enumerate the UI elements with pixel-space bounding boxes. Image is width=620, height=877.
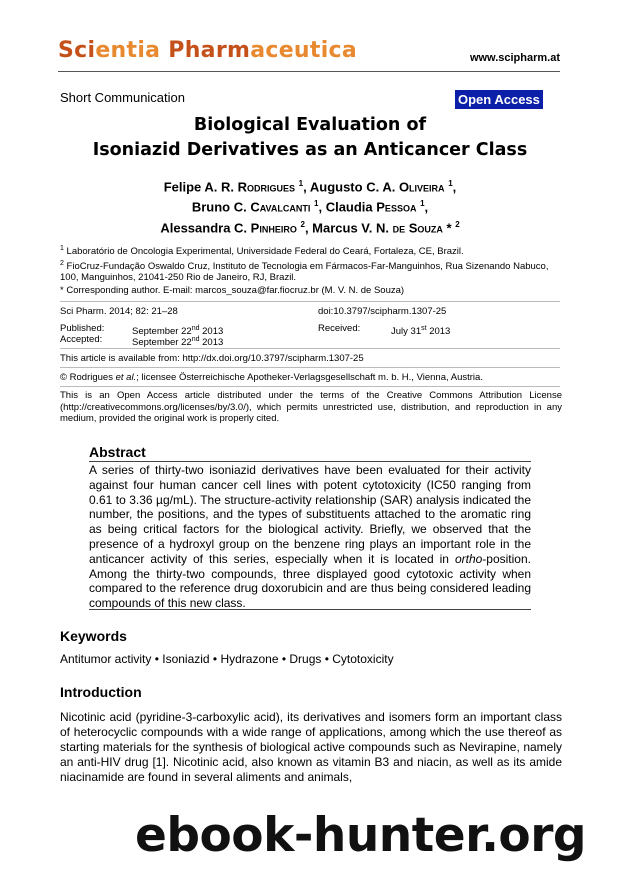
- license-statement: This is an Open Access article distributed under the terms of the Creative Commons Attribution License (http://creativecommons.org/licenses/by/3.0/), which permits unrestricted use, distribution, and reproduction in any medium, provided the original work is properly cited.: [60, 390, 562, 424]
- date-text: September 22: [132, 337, 192, 349]
- date-text: July 31: [391, 326, 422, 338]
- abstract-italic: ortho: [454, 551, 483, 566]
- author-affiliation-mark: 2: [455, 219, 460, 229]
- author-surname: Pinheiro: [250, 219, 297, 235]
- affiliations: [60, 243, 562, 284]
- accepted-label: Accepted:: [60, 334, 103, 345]
- author-text: , Marcus V. N.: [304, 219, 393, 235]
- affiliation-text: Laboratório de Oncologia Experimental, Universidade Federal do Ceará, Fortaleza, CE, Brazil.: [66, 246, 464, 258]
- journal-name-part: aceutica: [250, 38, 358, 63]
- copyright-statement: [60, 372, 483, 384]
- author-line: [40, 175, 580, 195]
- date-ordinal: st: [421, 325, 427, 332]
- affiliation-1: [60, 243, 562, 258]
- copyright-text: ; licensee Österreichische Apotheker-Verlagsgesellschaft m. b. H., Vienna, Austria.: [136, 372, 483, 383]
- author-surname: Pessoa: [376, 199, 417, 215]
- journal-website[interactable]: www.scipharm.at: [469, 52, 560, 64]
- date-year: 2013: [426, 326, 451, 338]
- citation: Sci Pharm. 2014; 82: 21–28: [60, 306, 178, 317]
- date-year: 2013: [199, 337, 224, 349]
- author-affiliation-mark: 1: [448, 179, 453, 188]
- date-text: September 22: [132, 326, 192, 338]
- journal-name-part: Pharm: [160, 38, 251, 63]
- author-affiliation-mark: 1: [314, 199, 319, 209]
- open-access-badge: Open Access: [455, 90, 543, 109]
- meta-divider: [60, 348, 560, 349]
- article-title: [40, 113, 580, 163]
- author-text: ,: [424, 199, 429, 215]
- date-ordinal: nd: [191, 325, 200, 332]
- journal-name: [58, 38, 357, 63]
- affiliation-2: [60, 258, 562, 284]
- copyright-text: © Rodrigues: [60, 372, 116, 383]
- author-line: [40, 216, 580, 236]
- copyright-etal: et al.: [115, 372, 137, 383]
- introduction-heading: Introduction: [60, 684, 142, 700]
- received-date: [391, 323, 450, 338]
- author-text: Felipe A. R.: [163, 179, 238, 195]
- author-text: *: [442, 219, 456, 235]
- affiliation-text: FioCruz-Fundação Oswaldo Cruz, Instituto de Tecnologia em Fármacos-Far-Manguinhos, Rua Sizenando Nabuco, 100, Manguinhos, 21041-250 Rio de Janeiro, RJ, Brazil.: [60, 260, 549, 284]
- affiliation-number: 1: [60, 245, 64, 252]
- author-text: Bruno C.: [191, 199, 251, 215]
- abstract-bottom-rule: [89, 609, 531, 610]
- author-surname: Rodrigues: [237, 179, 296, 195]
- accepted-date: [132, 334, 223, 349]
- abstract-body: [89, 463, 531, 611]
- author-affiliation-mark: 2: [300, 219, 305, 229]
- author-affiliation-mark: 1: [298, 179, 304, 188]
- author-surname: de Souza: [392, 219, 443, 235]
- author-text: Alessandra C.: [160, 219, 251, 235]
- author-text: , Claudia: [318, 199, 377, 215]
- introduction-body: Nicotinic acid (pyridine-3-carboxylic acid), its derivatives and isomers form an important class of heterocyclic compounds with a wide range of applications, among which the use thereof as starting materials for the synthesis of biological active compounds such as Nevirapine, namely an anti-HIV drug [1]. Nicotinic acid, also known as vitamin B3 and niacin, as well as its amide niacinamide are found in several aliments and animals,: [60, 710, 562, 784]
- author-line: [40, 195, 580, 215]
- abstract-top-rule: [89, 461, 531, 462]
- received-label: Received:: [318, 323, 361, 334]
- abstract-text: -position. Among the thirty-two compounds, three displayed good cytotoxic activity when compared to the reference drug doxorubicin and are thus being considered leading compounds of this new class.: [89, 551, 531, 611]
- keywords-heading: Keywords: [60, 628, 127, 644]
- article-type: Short Communication: [60, 90, 185, 105]
- journal-name-part: Sci: [58, 38, 96, 63]
- watermark: ebook-hunter.org: [135, 808, 587, 863]
- doi[interactable]: doi:10.3797/scipharm.1307-25: [318, 306, 447, 317]
- abstract-heading: Abstract: [89, 444, 146, 460]
- title-line: Biological Evaluation of: [193, 115, 427, 135]
- header-divider: [58, 71, 560, 72]
- author-affiliation-mark: 1: [420, 199, 425, 209]
- availability-statement: This article is available from: http://dx.doi.org/10.3797/scipharm.1307-25: [60, 353, 364, 364]
- keywords-list: Antitumor activity • Isoniazid • Hydrazone • Drugs • Cytotoxicity: [60, 652, 394, 666]
- author-text: , Augusto C. A.: [303, 179, 399, 195]
- author-text: ,: [452, 179, 457, 195]
- author-list: [40, 175, 580, 236]
- meta-divider: [60, 367, 560, 368]
- author-surname: Oliveira: [398, 179, 445, 195]
- meta-divider: [60, 386, 560, 387]
- corresponding-author: * Corresponding author. E-mail: marcos_souza@far.fiocruz.br (M. V. N. de Souza): [60, 285, 405, 296]
- abstract-text: A series of thirty-two isoniazid derivatives have been evaluated for their activity against four human cancer cell lines with potent cytotoxicity (IC50 ranging from 0.61 to 3.36 µg/mL). The structure-activity relationship (SAR) analysis indicated the number, the positions, and the types of substituents attached to the aromatic ring as being critical factors for the biological activity. Briefly, we observed that the presence of a hydroxyl group on the benzene ring plays an important role in the anticancer activity of this series, especially when it is located in: [89, 463, 531, 566]
- date-ordinal: nd: [191, 336, 200, 343]
- meta-divider: [60, 301, 560, 302]
- date-year: 2013: [199, 326, 224, 338]
- affiliation-number: 2: [60, 259, 64, 267]
- journal-name-part: entia: [95, 38, 161, 63]
- author-surname: Cavalcanti: [250, 199, 311, 215]
- published-label: Published:: [60, 323, 105, 334]
- title-line: Isoniazid Derivatives as an Anticancer Class: [92, 140, 528, 160]
